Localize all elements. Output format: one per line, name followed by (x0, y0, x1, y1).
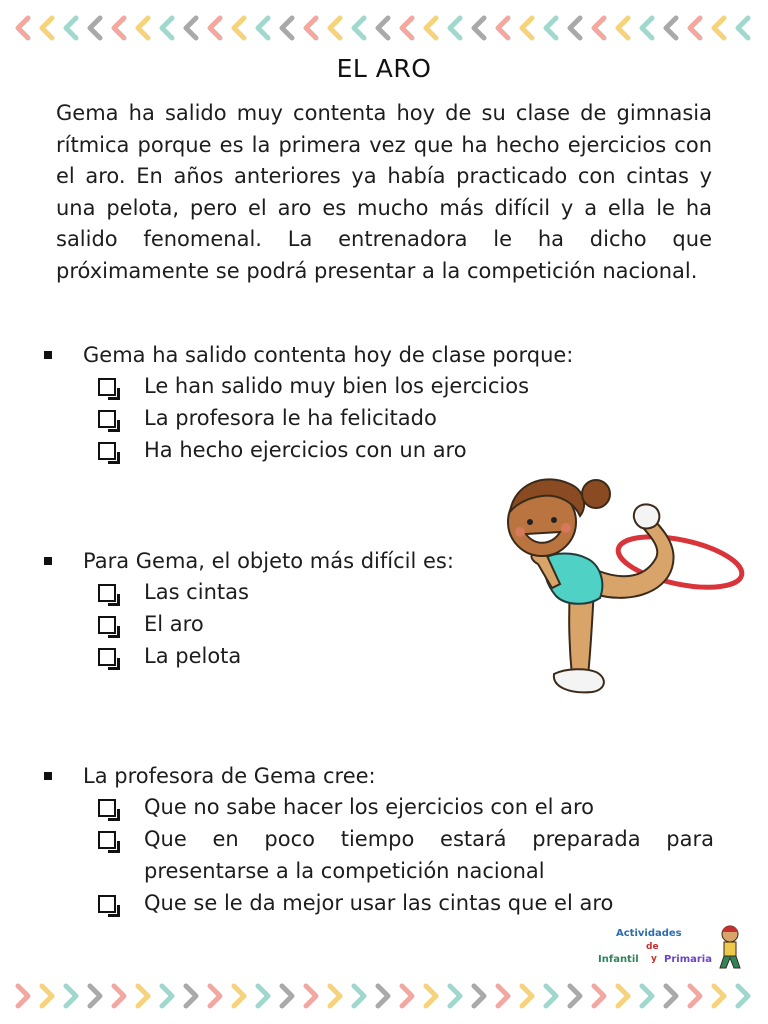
chevron-icon (402, 986, 412, 1006)
answer-option[interactable]: Que no sabe hacer los ejercicios con el aro (98, 791, 714, 823)
chevron-icon (570, 986, 580, 1006)
story-paragraph: Gema ha salido muy contenta hoy de su clase de gimnasia rítmica porque es la primera vez que ha hecho ejercicios con el aro. En años anteriores ya había practicado con cintas y una pelota, pero el aro es mucho más difícil y a ella le ha salido fenomenal. La entrenadora le ha dicho que próximamente se podrá presentar a la competición nacional. (56, 101, 712, 283)
checkbox-icon[interactable] (98, 831, 116, 849)
chevron-icon (378, 986, 388, 1006)
chevron-icon (18, 18, 28, 38)
checkbox-icon[interactable] (98, 584, 116, 602)
chevron-icon (234, 986, 244, 1006)
chevron-icon (234, 18, 244, 38)
answer-option[interactable]: Que se le da mejor usar las cintas que el aro (98, 887, 714, 919)
chevron-icon (114, 986, 124, 1006)
chevron-icon (474, 18, 484, 38)
chevron-icon (162, 986, 172, 1006)
bullet-icon (44, 557, 52, 565)
chevron-icon (474, 986, 484, 1006)
chevron-icon (642, 986, 652, 1006)
chevron-icon (714, 18, 724, 38)
chevron-icon (210, 18, 220, 38)
chevron-icon (330, 18, 340, 38)
chevron-icon (690, 986, 700, 1006)
chevron-icon (738, 18, 748, 38)
chevron-icon (402, 18, 412, 38)
chevron-icon (618, 986, 628, 1006)
chevron-icon (426, 18, 436, 38)
chevron-icon (546, 18, 556, 38)
answer-option[interactable]: La pelota (98, 640, 714, 672)
chevron-icon (66, 18, 76, 38)
chevron-icon (138, 18, 148, 38)
answer-option[interactable]: Le han salido muy bien los ejercicios (98, 370, 714, 402)
bullet-icon (44, 351, 52, 359)
chevron-icon (42, 986, 52, 1006)
chevron-icon (186, 986, 196, 1006)
chevron-border-top (0, 14, 768, 42)
chevron-icon (570, 18, 580, 38)
chevron-icon (642, 18, 652, 38)
checkbox-icon[interactable] (98, 895, 116, 913)
chevron-icon (666, 18, 676, 38)
question-stem: La profesora de Gema cree: (83, 764, 376, 788)
chevron-icon (666, 986, 676, 1006)
page-title: EL ARO (336, 54, 432, 83)
chevron-icon (306, 986, 316, 1006)
checkbox-icon[interactable] (98, 648, 116, 666)
chevron-border-bottom (0, 982, 768, 1010)
chevron-icon (378, 18, 388, 38)
chevron-icon (138, 986, 148, 1006)
chevron-icon (498, 18, 508, 38)
chevron-icon (714, 986, 724, 1006)
bullet-icon (44, 772, 52, 780)
question-1 (44, 340, 714, 466)
chevron-icon (186, 18, 196, 38)
chevron-icon (354, 986, 364, 1006)
chevron-icon (522, 18, 532, 38)
chevron-icon (90, 18, 100, 38)
chevron-icon (450, 18, 460, 38)
chevron-icon (330, 986, 340, 1006)
checkbox-icon[interactable] (98, 410, 116, 428)
chevron-icon (498, 986, 508, 1006)
chevron-icon (546, 986, 556, 1006)
question-stem: Para Gema, el objeto más difícil es: (83, 549, 454, 573)
answer-option[interactable]: Ha hecho ejercicios con un aro (98, 434, 714, 466)
chevron-icon (738, 986, 748, 1006)
chevron-icon (258, 986, 268, 1006)
chevron-icon (258, 18, 268, 38)
chevron-icon (90, 986, 100, 1006)
question-3 (44, 761, 714, 919)
checkbox-icon[interactable] (98, 616, 116, 634)
question-stem: Gema ha salido contenta hoy de clase porque: (83, 343, 574, 367)
answer-option[interactable]: La profesora le ha felicitado (98, 402, 714, 434)
checkbox-icon[interactable] (98, 378, 116, 396)
checkbox-icon[interactable] (98, 799, 116, 817)
brand-logo: Actividades de Infantil y Primaria (596, 922, 746, 974)
chevron-icon (354, 18, 364, 38)
answer-option[interactable]: Las cintas (98, 576, 714, 608)
chevron-icon (522, 986, 532, 1006)
chevron-icon (114, 18, 124, 38)
child-mascot-icon (714, 924, 746, 972)
gymnast-illustration (496, 466, 768, 698)
chevron-icon (210, 986, 220, 1006)
answer-option[interactable]: El aro (98, 608, 714, 640)
chevron-icon (42, 18, 52, 38)
chevron-icon (282, 986, 292, 1006)
chevron-icon (282, 18, 292, 38)
answer-option[interactable]: Que en poco tiempo estará preparada para presentarse a la competición nacional (98, 823, 714, 887)
chevron-icon (66, 986, 76, 1006)
chevron-icon (690, 18, 700, 38)
chevron-icon (450, 986, 460, 1006)
chevron-icon (618, 18, 628, 38)
chevron-icon (162, 18, 172, 38)
chevron-icon (306, 18, 316, 38)
chevron-icon (426, 986, 436, 1006)
chevron-icon (594, 986, 604, 1006)
chevron-icon (594, 18, 604, 38)
checkbox-icon[interactable] (98, 442, 116, 460)
chevron-icon (18, 986, 28, 1006)
